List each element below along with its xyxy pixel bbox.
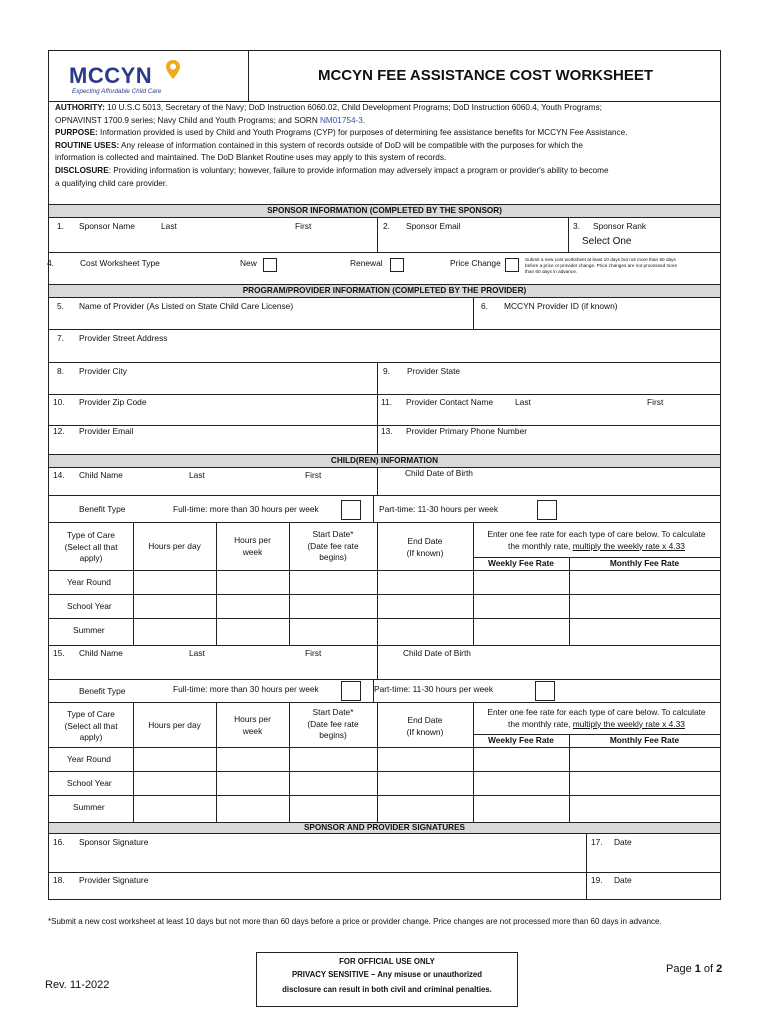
privacy-text: – Any misuse or unauthorized	[368, 970, 483, 979]
provider-state-input[interactable]	[379, 377, 720, 393]
type-price-change-label: Price Change	[450, 258, 501, 268]
child-block-2	[49, 645, 720, 822]
child-first-label: First	[305, 648, 322, 658]
contact-first-label: First	[647, 397, 664, 407]
price-change-note	[525, 257, 677, 276]
fulltime-label: Full-time: more than 30 hours per week	[173, 684, 319, 694]
worksheet-form	[48, 50, 721, 900]
contact-last-label: Last	[515, 397, 531, 407]
provider-street-input[interactable]	[50, 345, 720, 361]
privacy-text-2: disclosure can result in both civil and criminal penalties.	[282, 985, 492, 994]
parttime-label: Part-time: 11-30 hours per week	[374, 684, 494, 694]
provider-zip-input[interactable]	[50, 408, 375, 424]
field-10-number: 10.	[53, 397, 65, 407]
provider-section-header: PROGRAM/PROVIDER INFORMATION (COMPLETED BY THE PROVIDER)	[49, 284, 720, 298]
footnote: *Submit a new cost worksheet at least 10 days but not more than 60 days before a price or provider change. Price changes are not processed more than 60 days in advance.	[48, 917, 662, 926]
child-first-label: First	[305, 470, 322, 480]
routine-uses-label: ROUTINE USES:	[55, 140, 120, 150]
child-dob-label: Child Date of Birth	[403, 648, 471, 658]
start-line-1: Start Date*	[312, 707, 354, 717]
provider-contact-label: Provider Contact Name	[406, 397, 494, 407]
care-year-round-label[interactable]: Year Round	[67, 754, 111, 764]
provider-email-input[interactable]	[50, 437, 375, 453]
routine-uses-text-2: information is collected and maintained. The DoD Blanket Routine uses may apply to this system of records.	[55, 153, 447, 163]
rate-note-underlined: multiply the weekly rate x 4.33	[572, 718, 685, 729]
privacy-sensitive-label: PRIVACY SENSITIVE	[291, 970, 369, 979]
logo-wordmark: MCCYN	[69, 63, 153, 88]
rate-note-line-2: the monthly rate,	[508, 718, 573, 729]
end-line-2: (If known)	[406, 547, 444, 558]
sponsor-date-label: Date	[614, 837, 632, 847]
parttime-checkbox[interactable]	[535, 681, 555, 701]
field-7-number: 7.	[57, 333, 64, 343]
sponsor-name-input[interactable]	[50, 232, 375, 251]
disclosure-text: : Providing information is voluntary; however, failure to provide information may adversely impact a program or provider's ability to become	[108, 165, 609, 175]
field-1-number: 1.	[57, 221, 64, 231]
care-summer-label[interactable]: Summer	[73, 802, 105, 812]
rate-note-underlined: multiply the weekly rate x 4.33	[572, 540, 685, 551]
benefit-type-label: Benefit Type	[79, 504, 126, 514]
field-5-number: 5.	[57, 301, 64, 311]
type-care-line-1: Type of Care	[67, 530, 115, 540]
parttime-checkbox[interactable]	[537, 500, 557, 520]
field-11-number: 11.	[381, 397, 393, 407]
official-use-box	[256, 952, 518, 1007]
fulltime-checkbox[interactable]	[341, 681, 361, 701]
type-of-care-header	[49, 709, 133, 744]
field-13-number: 13.	[381, 426, 393, 436]
provider-city-input[interactable]	[50, 377, 375, 393]
field-3-number: 3.	[573, 221, 580, 231]
provider-signature-label: Provider Signature	[79, 875, 149, 885]
field-6-number: 6.	[481, 301, 488, 311]
provider-date-input[interactable]	[588, 885, 720, 899]
note-line-3: than 60 days in advance.	[525, 269, 578, 275]
field-16-number: 16.	[53, 837, 65, 847]
type-care-line-2: (Select all that	[64, 541, 118, 552]
benefit-type-label: Benefit Type	[79, 686, 126, 696]
start-line-3: begins)	[319, 730, 347, 740]
disclosure-text-2: a qualifying child care provider.	[55, 178, 168, 188]
mccyn-logo	[69, 59, 189, 97]
privacy-statement	[55, 102, 720, 190]
type-renewal-checkbox[interactable]	[390, 258, 404, 272]
child-name-label: Child Name	[79, 470, 123, 480]
rate-instructions	[473, 707, 720, 730]
provider-phone-label: Provider Primary Phone Number	[406, 426, 528, 436]
hours-per-week-header	[216, 714, 289, 737]
field-12-number: 12.	[53, 426, 65, 436]
type-care-line-3: apply)	[79, 553, 103, 563]
provider-name-input[interactable]	[50, 313, 471, 328]
type-of-care-header	[49, 530, 133, 565]
revision-label: Rev. 11-2022	[45, 979, 110, 991]
end-line-2: (If known)	[406, 726, 444, 737]
monthly-rate-header: Monthly Fee Rate	[609, 558, 680, 568]
hours-per-week-header	[216, 535, 289, 558]
provider-street-label: Provider Street Address	[79, 333, 168, 343]
signatures-section-header: SPONSOR AND PROVIDER SIGNATURES	[49, 822, 720, 834]
routine-uses-text: Any release of information contained in this system of records outside of DoD will be compatible with the purposes for which the	[119, 140, 583, 150]
field-14-number: 14.	[53, 470, 65, 480]
disclosure-label: DISCLOSURE	[55, 165, 109, 175]
hours-week-line-2: week	[242, 725, 263, 736]
weekly-rate-header: Weekly Fee Rate	[488, 735, 554, 745]
field-18-number: 18.	[53, 875, 65, 885]
child-dob-input[interactable]	[379, 480, 720, 494]
field-4-number: 4.	[47, 258, 54, 268]
sponsor-email-input[interactable]	[379, 232, 567, 251]
care-school-year-label[interactable]: School Year	[67, 601, 112, 611]
sponsor-date-input[interactable]	[588, 849, 720, 871]
provider-id-label: MCCYN Provider ID (if known)	[504, 301, 618, 311]
official-use-text: FOR OFFICIAL USE ONLY	[339, 957, 435, 966]
type-new-checkbox[interactable]	[263, 258, 277, 272]
authority-label: AUTHORITY:	[55, 103, 105, 112]
rate-note-line-2: the monthly rate,	[508, 540, 573, 551]
hours-week-line-2: week	[242, 546, 263, 557]
type-care-line-1: Type of Care	[67, 709, 115, 719]
fulltime-checkbox[interactable]	[341, 500, 361, 520]
logo-tagline: Expecting Affordable Child Care	[72, 88, 162, 95]
type-care-line-2: (Select all that	[64, 720, 118, 731]
fulltime-label: Full-time: more than 30 hours per week	[173, 504, 319, 514]
page-of: of	[700, 963, 717, 975]
location-pin-icon	[165, 59, 181, 81]
care-year-round-label[interactable]: Year Round	[67, 577, 111, 587]
type-renewal-label: Renewal	[350, 258, 383, 268]
type-price-change-checkbox[interactable]	[505, 258, 519, 272]
sponsor-section-header: SPONSOR INFORMATION (COMPLETED BY THE SPONSOR)	[49, 204, 720, 218]
end-date-header	[377, 536, 473, 559]
end-line-1: End Date	[407, 715, 443, 725]
provider-date-label: Date	[614, 875, 632, 885]
monthly-rate-header: Monthly Fee Rate	[609, 735, 680, 745]
sorn-link[interactable]: NM01754-3	[320, 115, 363, 125]
provider-email-label: Provider Email	[79, 426, 134, 436]
period: .	[362, 115, 366, 125]
weekly-rate-header: Weekly Fee Rate	[488, 558, 554, 568]
page-current: 1	[694, 963, 701, 975]
child-dob-input[interactable]	[379, 659, 720, 678]
start-line-3: begins)	[319, 552, 347, 562]
field-19-number: 19.	[591, 875, 603, 885]
parttime-label: Part-time: 11-30 hours per week	[379, 504, 499, 514]
child-block-1	[49, 468, 720, 645]
sponsor-rank-select[interactable]: Select One	[582, 236, 632, 247]
field-9-number: 9.	[383, 366, 390, 376]
note-line-1: Submit a new cost worksheet at least 10 days but not more than 60 days	[525, 257, 676, 262]
provider-signature-input[interactable]	[50, 885, 584, 899]
start-line-1: Start Date*	[312, 529, 354, 539]
rate-instructions	[473, 529, 720, 552]
hours-per-day-header: Hours per day	[148, 720, 201, 730]
start-line-2: (Date fee rate	[307, 540, 359, 551]
start-date-header	[289, 529, 377, 564]
children-section-header: CHILD(REN) INFORMATION	[49, 454, 720, 468]
provider-contact-input[interactable]	[379, 408, 720, 424]
end-date-header	[377, 715, 473, 738]
child-name-label: Child Name	[79, 648, 123, 658]
form-title: MCCYN FEE ASSISTANCE COST WORKSHEET	[317, 67, 654, 84]
sponsor-signature-input[interactable]	[50, 849, 584, 871]
sponsor-last-label: Last	[161, 221, 177, 231]
note-line-2: before a price or provider change. Price changes are not processed more	[525, 263, 678, 269]
provider-name-label: Name of Provider (As Listed on State Child Care License)	[79, 301, 294, 311]
worksheet-type-label: Cost Worksheet Type	[80, 258, 160, 268]
hours-week-line-1: Hours per	[234, 535, 271, 545]
page-prefix: Page	[666, 963, 695, 975]
sponsor-first-label: First	[295, 221, 312, 231]
child-name-input[interactable]	[50, 480, 375, 494]
child-last-label: Last	[189, 470, 205, 480]
care-summer-label[interactable]: Summer	[73, 625, 105, 635]
purpose-text: Information provided is used by Child and Youth Programs (CYP) for purposes of determining fee assistance benefits for MCCYN Fee Assistance.	[97, 128, 628, 138]
child-dob-label: Child Date of Birth	[405, 468, 473, 478]
field-2-number: 2.	[383, 221, 390, 231]
hours-week-line-1: Hours per	[234, 714, 271, 724]
child-name-input[interactable]	[50, 659, 375, 678]
provider-state-label: Provider State	[407, 366, 461, 376]
provider-id-input[interactable]	[475, 313, 720, 328]
authority-text-2: OPNAVINST 1700.9 series; Navy Child and Youth Programs; and SORN	[55, 115, 321, 125]
sponsor-name-label: Sponsor Name	[79, 221, 135, 231]
start-line-2: (Date fee rate	[307, 718, 359, 729]
field-17-number: 17.	[591, 837, 603, 847]
start-date-header	[289, 707, 377, 742]
field-8-number: 8.	[57, 366, 64, 376]
page-total: 2	[716, 963, 723, 975]
field-15-number: 15.	[53, 648, 65, 658]
type-care-line-3: apply)	[79, 732, 103, 742]
purpose-label: PURPOSE:	[55, 128, 98, 138]
child-last-label: Last	[189, 648, 205, 658]
rate-note-line-1: Enter one fee rate for each type of care below. To calculate	[487, 707, 706, 717]
end-line-1: End Date	[407, 536, 443, 546]
provider-phone-input[interactable]	[379, 437, 720, 453]
authority-text: 10 U.S.C 5013, Secretary of the Navy; DoD Instruction 6060.02, Child Development Programs; DoD Instruction 6060.4, Youth Programs;	[104, 103, 602, 112]
provider-zip-label: Provider Zip Code	[79, 397, 147, 407]
rate-note-line-1: Enter one fee rate for each type of care below. To calculate	[487, 529, 706, 539]
care-school-year-label[interactable]: School Year	[67, 778, 112, 788]
page-number	[666, 963, 722, 976]
hours-per-day-header: Hours per day	[148, 541, 201, 551]
sponsor-email-label: Sponsor Email	[406, 221, 461, 231]
sponsor-signature-label: Sponsor Signature	[79, 837, 149, 847]
sponsor-rank-label: Sponsor Rank	[593, 221, 647, 231]
provider-city-label: Provider City	[79, 366, 127, 376]
type-new-label: New	[240, 258, 257, 268]
